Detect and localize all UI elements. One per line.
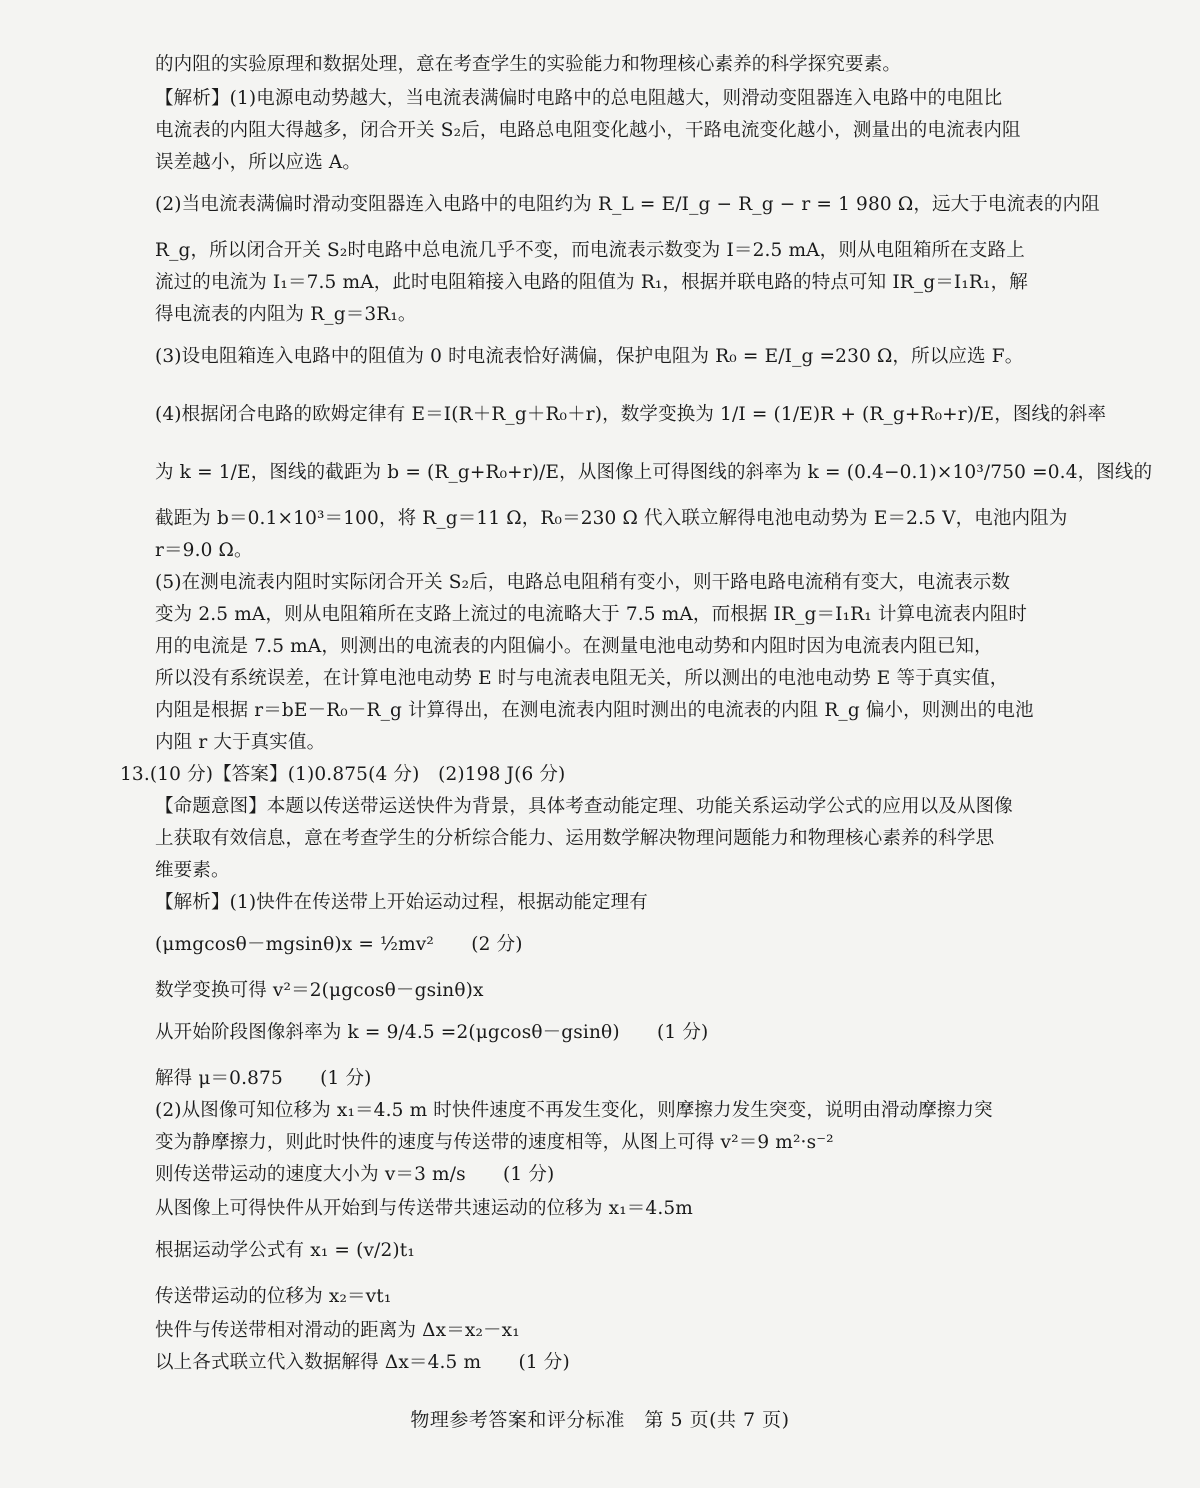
text-line: (4)根据闭合电路的欧姆定律有 E＝I(R＋R_g＋R₀＋r)，数学变换为 1/I = (1/E)R + (R_g+R₀+r)/E，图线的斜率 [155, 404, 1107, 425]
text-line: (3)设电阻箱连入电路中的阻值为 0 时电流表恰好满偏，保护电阻为 R₀ = E/I_g =230 Ω，所以应选 F。 [155, 346, 1024, 367]
text-line: 快件与传送带相对滑动的距离为 Δx＝x₂－x₁ [155, 1320, 520, 1341]
text-line: 根据运动学公式有 x₁ = (v/2)t₁ [155, 1240, 415, 1261]
text-line: (2)当电流表满偏时滑动变阻器连入电路中的电阻约为 R_L = E/I_g − R_g − r = 1 980 Ω，远大于电流表的内阻 [155, 194, 1100, 215]
text-line: (5)在测电流表内阻时实际闭合开关 S₂后，电路总电阻稍有变小，则干路电路电流稍有变大，电流表示数 [155, 572, 1011, 593]
text-line: 13.(10 分)【答案】(1)0.875(4 分) (2)198 J(6 分) [120, 764, 566, 785]
text-line: 解得 μ＝0.875 (1 分) [155, 1068, 372, 1089]
text-line: 【解析】(1)电源电动势越大，当电流表满偏时电路中的总电阻越大，则滑动变阻器连入电路中的电阻比 [155, 88, 1003, 109]
text-line: 截距为 b＝0.1×10³＝100，将 R_g＝11 Ω，R₀＝230 Ω 代入联立解得电池电动势为 E＝2.5 V，电池内阻为 [155, 508, 1068, 529]
text-line: 为 k = 1/E，图线的截距为 b = (R_g+R₀+r)/E，从图像上可得图线的斜率为 k = (0.4−0.1)×10³/750 =0.4，图线的 [155, 462, 1153, 483]
text-line: 用的电流是 7.5 mA，则测出的电流表的内阻偏小。在测量电池电动势和内阻时因为电流表内阻已知， [155, 636, 993, 657]
text-line: R_g，所以闭合开关 S₂时电路中总电流几乎不变，而电流表示数变为 I＝2.5 mA，则从电阻箱所在支路上 [155, 240, 1025, 261]
text-line: 则传送带运动的速度大小为 v＝3 m/s (1 分) [155, 1164, 555, 1185]
text-line: 误差越小，所以应选 A。 [155, 152, 362, 173]
text-line: 变为静摩擦力，则此时快件的速度与传送带的速度相等，从图上可得 v²＝9 m²·s⁻² [155, 1132, 834, 1153]
text-line: 变为 2.5 mA，则从电阻箱所在支路上流过的电流略大于 7.5 mA，而根据 IR_g＝I₁R₁ 计算电流表内阻时 [155, 604, 1028, 625]
text-line: r＝9.0 Ω。 [155, 540, 253, 561]
text-line: 的内阻的实验原理和数据处理，意在考查学生的实验能力和物理核心素养的科学探究要素。 [155, 54, 902, 75]
text-line: 得电流表的内阻为 R_g＝3R₁。 [155, 304, 417, 325]
text-line: 所以没有系统误差，在计算电池电动势 E 时与电流表电阻无关，所以测出的电池电动势 E 等于真实值， [155, 668, 1009, 689]
text-line: 上获取有效信息，意在考查学生的分析综合能力、运用数学解决物理问题能力和物理核心素养的科学思 [155, 828, 995, 849]
text-line: 从开始阶段图像斜率为 k = 9/4.5 =2(μgcosθ－gsinθ) (1 分) [155, 1022, 709, 1043]
page-footer: 物理参考答案和评分标准 第 5 页(共 7 页) [410, 1409, 790, 1431]
text-line: 传送带运动的位移为 x₂＝vt₁ [155, 1286, 392, 1307]
text-line: 数学变换可得 v²＝2(μgcosθ－gsinθ)x [155, 980, 484, 1001]
text-line: 流过的电流为 I₁＝7.5 mA，此时电阻箱接入电路的阻值为 R₁，根据并联电路的特点可知 IR_g＝I₁R₁，解 [155, 272, 1028, 293]
text-line: 内阻是根据 r＝bE－R₀－R_g 计算得出，在测电流表内阻时测出的电流表的内阻 R_g 偏小，则测出的电池 [155, 700, 1034, 721]
text-line: 以上各式联立代入数据解得 Δx＝4.5 m (1 分) [155, 1352, 570, 1373]
text-line: 内阻 r 大于真实值。 [155, 732, 326, 753]
text-line: 从图像上可得快件从开始到与传送带共速运动的位移为 x₁＝4.5m [155, 1198, 693, 1219]
text-line: 【解析】(1)快件在传送带上开始运动过程，根据动能定理有 [155, 892, 648, 913]
text-line: (2)从图像可知位移为 x₁＝4.5 m 时快件速度不再发生变化，则摩擦力发生突变，说明由滑动摩擦力突 [155, 1100, 993, 1121]
text-line: 电流表的内阻大得越多，闭合开关 S₂后，电路总电阻变化越小，干路电流变化越小，测量出的电流表内阻 [155, 120, 1021, 141]
text-line: 【命题意图】本题以传送带运送快件为背景，具体考查动能定理、功能关系运动学公式的应用以及从图像 [155, 796, 1013, 817]
text-line: 维要素。 [155, 860, 230, 881]
text-line: (μmgcosθ－mgsinθ)x = ½mv² (2 分) [155, 934, 523, 955]
